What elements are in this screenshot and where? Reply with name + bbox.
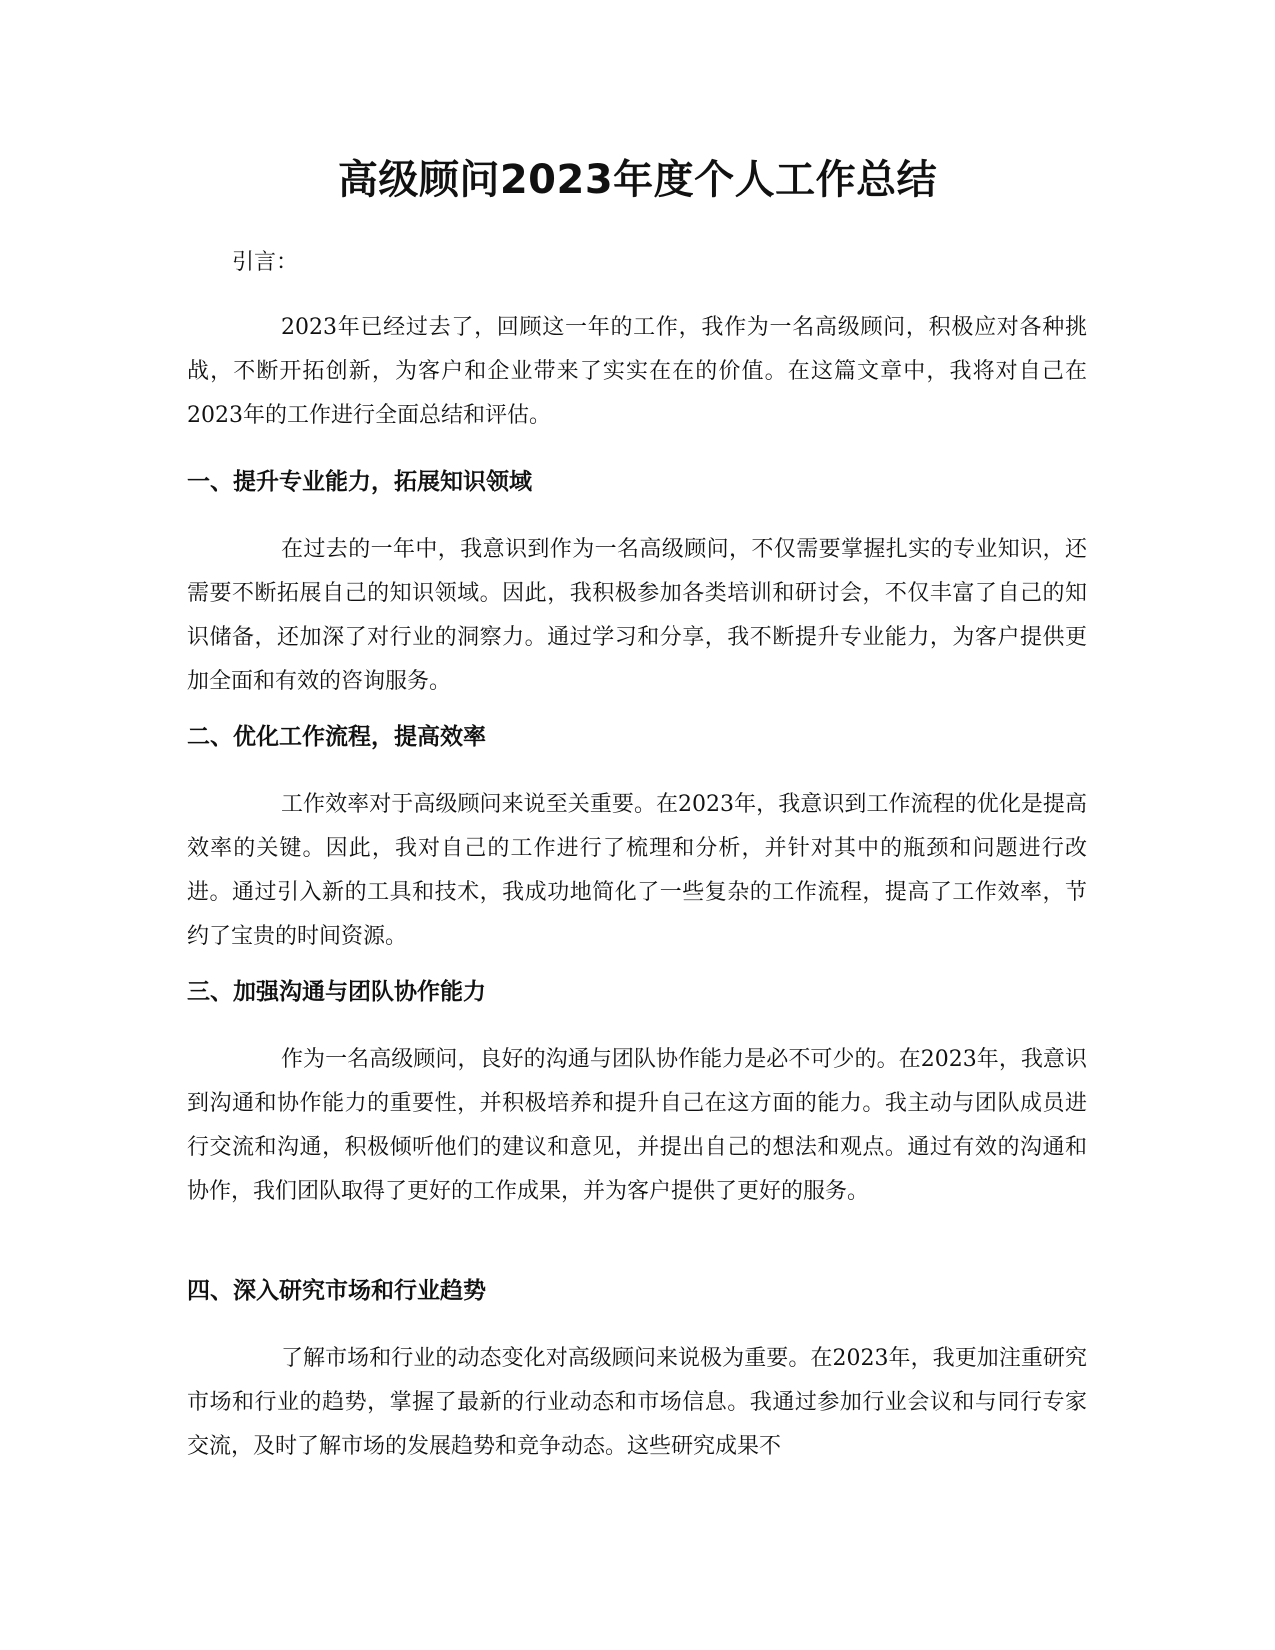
section-heading-2: 二、优化工作流程，提高效率	[187, 724, 486, 750]
section-heading-3: 三、加强沟通与团队协作能力	[187, 979, 486, 1005]
section-heading-4: 四、深入研究市场和行业趋势	[187, 1278, 486, 1304]
intro-label: 引言：	[232, 250, 299, 275]
section-heading-1: 一、提升专业能力，拓展知识领域	[187, 469, 532, 495]
section-paragraph-2: 工作效率对于高级顾问来说至关重要。在2023年，我意识到工作流程的优化是提高效率的关键。因此，我对自己的工作进行了梳理和分析，并针对其中的瓶颈和问题进行改进。通过引入新的工具和技术，我成功地简化了一些复杂的工作流程，提高了工作效率，节约了宝贵的时间资源。	[187, 792, 1087, 949]
section-paragraph-3: 作为一名高级顾问，良好的沟通与团队协作能力是必不可少的。在2023年，我意识到沟通和协作能力的重要性，并积极培养和提升自己在这方面的能力。我主动与团队成员进行交流和沟通，积极倾听他们的建议和意见，并提出自己的想法和观点。通过有效的沟通和协作，我们团队取得了更好的工作成果，并为客户提供了更好的服务。	[187, 1047, 1087, 1204]
document-title: 高级顾问2023年度个人工作总结	[337, 157, 938, 203]
intro-paragraph: 2023年已经过去了，回顾这一年的工作，我作为一名高级顾问，积极应对各种挑战，不断开拓创新，为客户和企业带来了实实在在的价值。在这篇文章中，我将对自己在2023年的工作进行全面总结和评估。	[187, 315, 1087, 428]
section-paragraph-1: 在过去的一年中，我意识到作为一名高级顾问，不仅需要掌握扎实的专业知识，还需要不断拓展自己的知识领域。因此，我积极参加各类培训和研讨会，不仅丰富了自己的知识储备，还加深了对行业的洞察力。通过学习和分享，我不断提升专业能力，为客户提供更加全面和有效的咨询服务。	[187, 537, 1087, 694]
section-paragraph-4: 了解市场和行业的动态变化对高级顾问来说极为重要。在2023年，我更加注重研究市场和行业的趋势，掌握了最新的行业动态和市场信息。我通过参加行业会议和与同行专家交流，及时了解市场的发展趋势和竞争动态。这些研究成果不	[187, 1346, 1087, 1459]
